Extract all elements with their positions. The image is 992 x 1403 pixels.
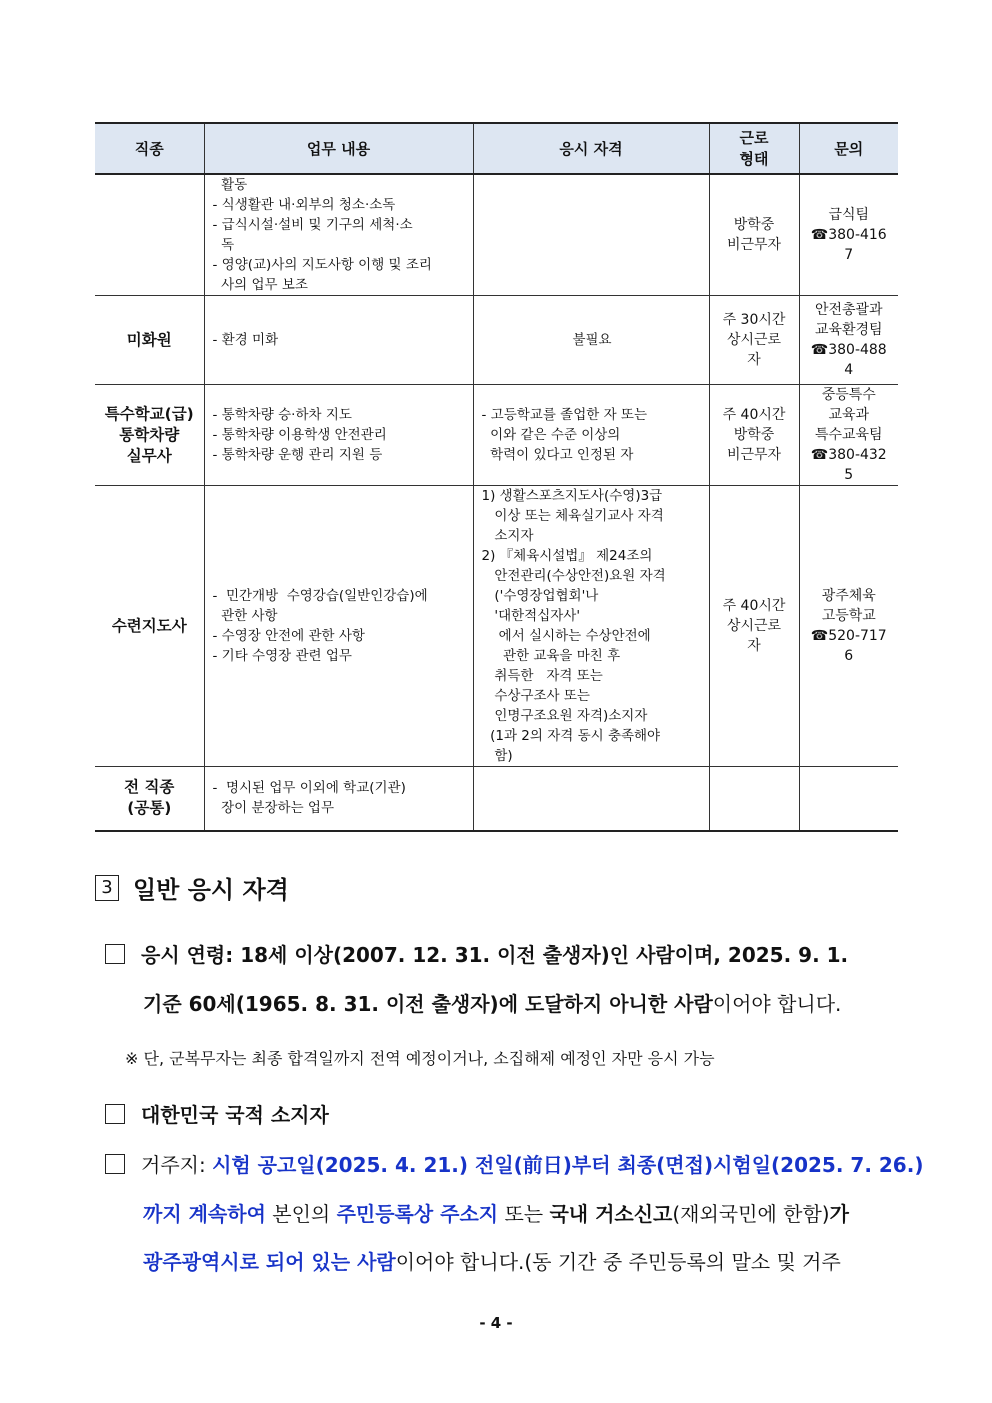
- cell-duties: - 환경 미화: [204, 296, 473, 385]
- cell-duties: - 통학차량 승·하차 지도 - 통학차량 이용학생 안전관리 - 통학차량 운행 관리 지원 등: [204, 385, 473, 486]
- checkbox-icon: [105, 1104, 125, 1124]
- nationality-item: [105, 1102, 329, 1128]
- cell-duties: 활동 - 식생활관 내·외부의 청소·소독 - 급식시설·설비 및 기구의 세척·소 독 - 영양(교)사의 지도사항 이행 및 조리 사의 업무 보조: [204, 174, 473, 296]
- cell-contact: 안전총괄과 교육환경팀 ☎380-488 4: [799, 296, 898, 385]
- age-line1: 응시 연령: 18세 이상(2007. 12. 31. 이전 출생자)인 사람이며, 2025. 9. 1.: [141, 943, 849, 967]
- residence-line1: 시험 공고일(2025. 4. 21.) 전일(前日)부터 최종(면접)시험일(2025. 7. 26.): [212, 1153, 924, 1177]
- cell-work-type: 주 30시간 상시근로 자: [709, 296, 799, 385]
- header-duties: 업무 내용: [204, 123, 473, 174]
- section-heading: [95, 870, 289, 905]
- cell-job: 특수학교(급) 통학차량 실무사: [95, 385, 204, 486]
- cell-work-type: 주 40시간 방학중 비근무자: [709, 385, 799, 486]
- cell-duties: - 민간개방 수영강습(일반인강습)에 관한 사항 - 수영장 안전에 관한 사항 - 기타 수영장 관련 업무: [204, 486, 473, 767]
- age-line2-rest: 이어야 합니다.: [712, 992, 842, 1016]
- header-job: 직종: [95, 123, 204, 174]
- cell-contact: 급식팀 ☎380-416 7: [799, 174, 898, 296]
- cell-job: 미화원: [95, 296, 204, 385]
- cell-work-type: [709, 767, 799, 831]
- cell-qualifications: 1) 생활스포츠지도사(수영)3급 이상 또는 체육실기교사 자격 소지자 2) 『체육시설법』 제24조의 안전관리(수상안전)요원 자격 ('수영장업협회'나 '대한적십자사' 에서 실시하는 수상안전에 관한 교육을 마친 후 취득한 자격 또는 수상구조사 또는 인명구조요원 자격)소지자 (1과 2의 자격 동시 충족해야 함): [473, 486, 709, 767]
- page-number: - 4 -: [479, 1314, 513, 1332]
- job-table: [95, 122, 898, 832]
- cell-duties: - 명시된 업무 이외에 학교(기관) 장이 분장하는 업무: [204, 767, 473, 831]
- table-row: [95, 174, 898, 296]
- checkbox-icon: [105, 1154, 125, 1174]
- table-header-row: [95, 123, 898, 174]
- age-line2: 기준 60세(1965. 8. 31. 이전 출생자)에 도달하지 아니한 사람: [143, 992, 713, 1016]
- residence-item: [105, 1152, 923, 1178]
- cell-job: 수련지도사: [95, 486, 204, 767]
- cell-work-type: 주 40시간 상시근로 자: [709, 486, 799, 767]
- cell-contact: [799, 767, 898, 831]
- cell-job: 전 직종 (공통): [95, 767, 204, 831]
- table-row: [95, 486, 898, 767]
- age-item: [105, 942, 848, 968]
- table-row: [95, 385, 898, 486]
- residence-line3: 광주광역시로 되어 있는 사람이어야 합니다.(동 기간 중 주민등록의 말소 및 거주: [143, 1250, 841, 1274]
- cell-contact: 광주체육 고등학교 ☎520-717 6: [799, 486, 898, 767]
- residence-line2: 까지 계속하여 본인의 주민등록상 주소지 또는 국내 거소신고(재외국민에 한함)가: [143, 1202, 849, 1226]
- header-work-type: 근로 형태: [709, 123, 799, 174]
- table-row: [95, 296, 898, 385]
- age-item-cont: [143, 991, 841, 1017]
- cell-qualifications: [473, 174, 709, 296]
- header-qualifications: 응시 자격: [473, 123, 709, 174]
- cell-qualifications: - 고등학교를 졸업한 자 또는 이와 같은 수준 이상의 학력이 있다고 인정된 자: [473, 385, 709, 486]
- checkbox-icon: [105, 944, 125, 964]
- cell-work-type: 방학중 비근무자: [709, 174, 799, 296]
- table-row: [95, 767, 898, 831]
- cell-job: [95, 174, 204, 296]
- section-title: 일반 응시 자격: [133, 876, 289, 904]
- cell-contact: 중등특수 교육과 특수교육팀 ☎380-432 5: [799, 385, 898, 486]
- cell-qualifications: [473, 767, 709, 831]
- nationality-text: 대한민국 국적 소지자: [141, 1103, 329, 1127]
- section-number: 3: [95, 875, 119, 901]
- header-contact: 문의: [799, 123, 898, 174]
- residence-label: 거주지:: [141, 1153, 213, 1177]
- cell-qualifications: 불필요: [473, 296, 709, 385]
- military-note: ※ 단, 군복무자는 최종 합격일까지 전역 예정이거나, 소집해제 예정인 자만 응시 가능: [125, 1049, 715, 1068]
